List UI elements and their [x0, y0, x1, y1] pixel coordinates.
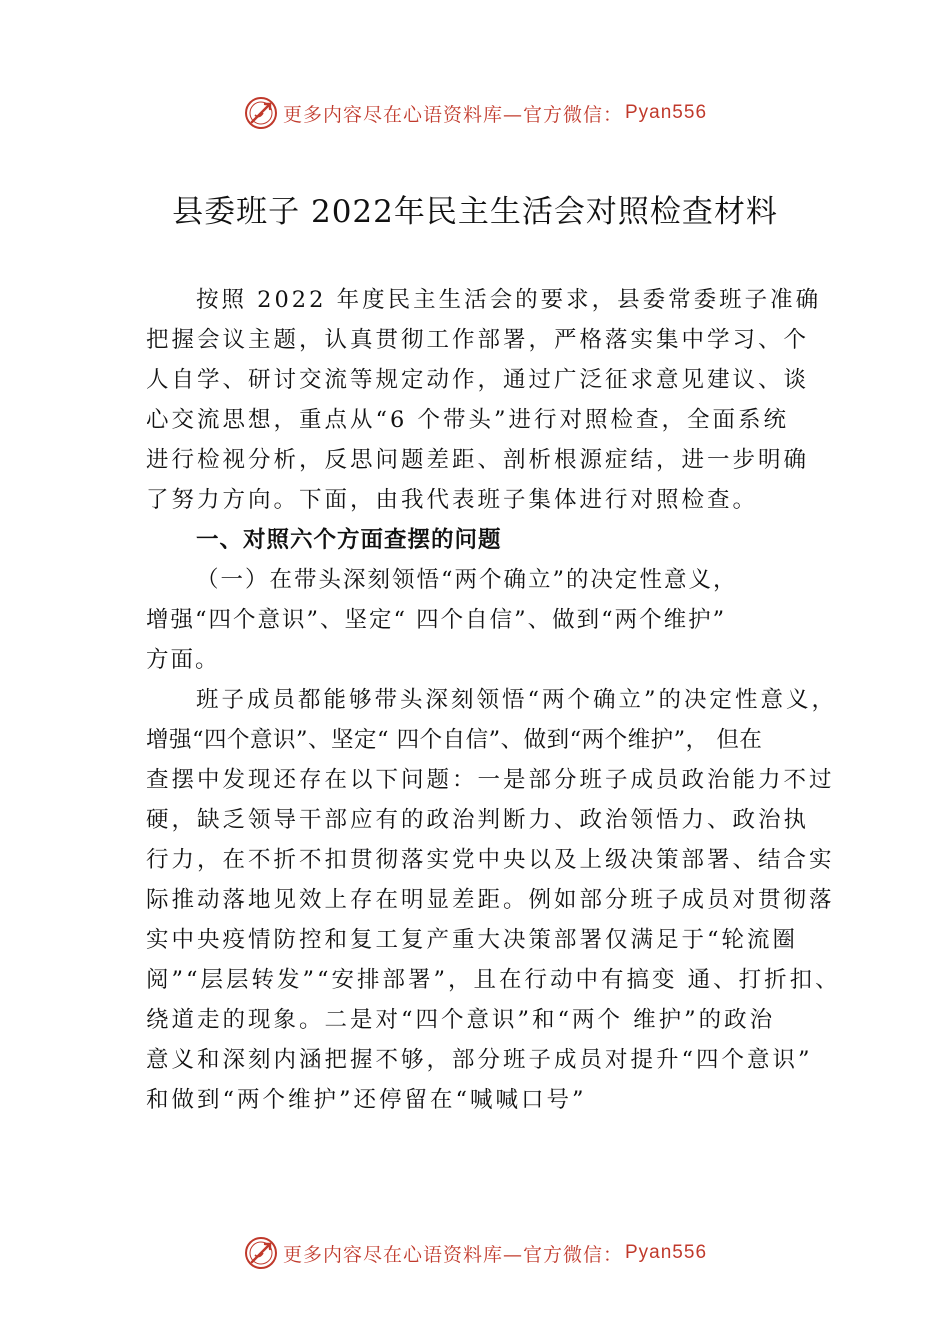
body-line: 按照 2022 年度民主生活会的要求，县委常委班子准确 — [196, 287, 822, 313]
body-line: 阅”“层层转发”“安排部署”，且在行动中有搞变 通、打折扣、 — [146, 967, 841, 993]
body-line: 际推动落地见效上存在明显差距。例如部分班子成员对贯彻落 — [146, 887, 835, 913]
body-line: 意义和深刻内涵把握不够，部分班子成员对提升“四个意识” — [146, 1047, 813, 1073]
document-body — [146, 280, 841, 1120]
subsection-heading-line: 方面。 — [146, 647, 220, 673]
watermark-text: 更多内容尽在心语资料库—官方微信： — [282, 1243, 623, 1266]
body-line: 班子成员都能够带头深刻领悟“两个确立”的决定性意义， — [196, 687, 838, 713]
body-line: 把握会议主题，认真贯彻工作部署，严格落实集中学习、个 — [146, 327, 810, 353]
body-line: 进行检视分析，反思问题差距、剖析根源症结，进一步明确 — [146, 447, 810, 473]
subsection-heading-line: （一）在带头深刻领悟“两个确立”的决定性意义， — [196, 567, 738, 593]
watermark-text: 更多内容尽在心语资料库—官方微信： — [282, 103, 623, 126]
document-title: 县委班子 2022年民主生活会对照检查材料 — [172, 194, 778, 230]
quill-seal-logo-icon — [243, 1235, 279, 1271]
quill-seal-logo-icon — [243, 95, 279, 131]
footer-watermark-banner — [0, 1233, 950, 1273]
body-line: 行力，在不折不扣贯彻落实党中央以及上级决策部署、结合实 — [146, 847, 835, 873]
body-line: 绕道走的现象。二是对“四个意识”和“两个 维护”的政治 — [146, 1007, 776, 1033]
body-line: 心交流思想，重点从“6 个带头”进行对照检查，全面系统 — [146, 407, 789, 433]
header-watermark-banner — [0, 93, 950, 133]
watermark-wechat-id: Pyan556 — [625, 1242, 708, 1263]
watermark-wechat-id: Pyan556 — [625, 102, 708, 123]
body-line: 和做到“两个维护”还停留在“喊喊口号” — [146, 1087, 587, 1113]
subsection-heading-line: 增强“四个意识”、坚定“ 四个自信”、做到“两个维护” — [146, 607, 727, 633]
body-line: 硬，缺乏领导干部应有的政治判断力、政治领悟力、政治执 — [146, 807, 810, 833]
body-line: 查摆中发现还存在以下问题：一是部分班子成员政治能力不过 — [146, 767, 835, 793]
body-line: 人自学、研讨交流等规定动作，通过广泛征求意见建议、谈 — [146, 367, 810, 393]
body-line: 实中央疫情防控和复工复产重大决策部署仅满足于“轮流圈 — [146, 927, 799, 953]
body-line: 增强“四个意识”、坚定“ 四个自信”、做到“两个维护”， 但在 — [146, 727, 763, 753]
body-line: 了努力方向。下面，由我代表班子集体进行对照检查。 — [146, 487, 759, 513]
section-heading: 一、对照六个方面查摆的问题 — [196, 527, 502, 553]
